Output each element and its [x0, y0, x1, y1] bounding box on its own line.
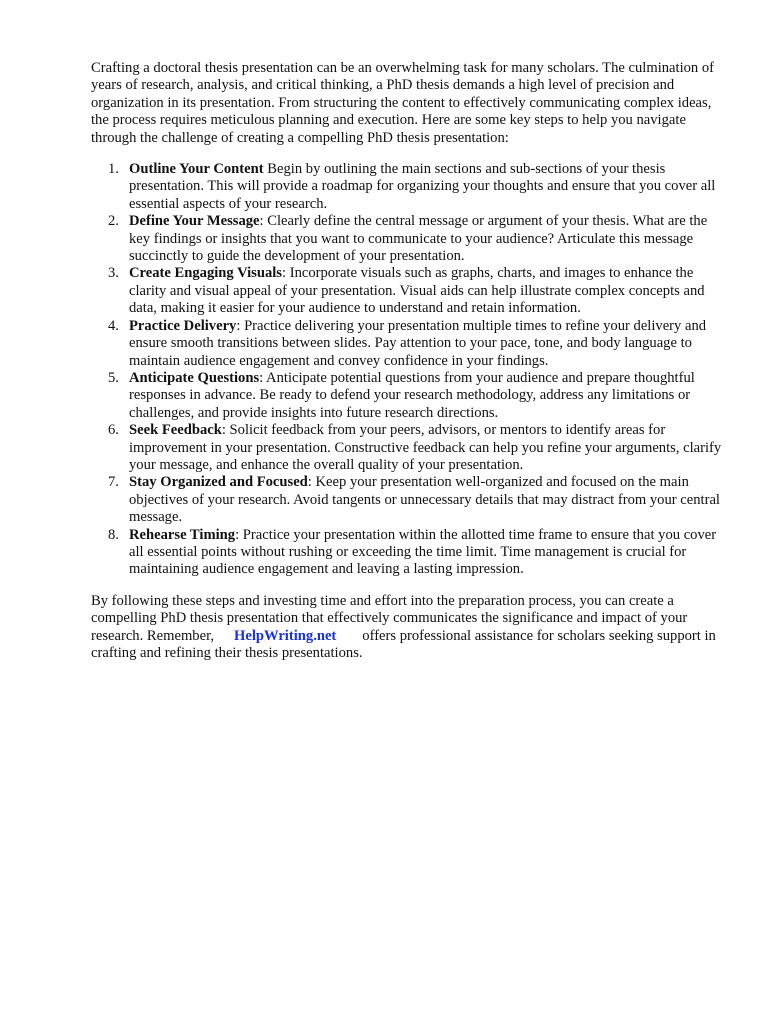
- closing-paragraph: [91, 593, 727, 663]
- step-title: Rehearse Timing: [129, 526, 236, 543]
- step-text: Clearly define the central message or argument of your thesis. What are the key findings or insights that you want to communicate to your audience? Articulate this message succinctly to guide the development of your presentation.: [129, 213, 708, 265]
- step-title: Practice Delivery: [129, 317, 237, 334]
- step-text: Keep your presentation well-organized and focused on the main objectives of your research. Avoid tangents or unnecessary details that may distract from your central message.: [129, 474, 720, 526]
- step-title: Define Your Message: [129, 213, 260, 230]
- step-number: 1.: [108, 161, 119, 178]
- step-text: Begin by outlining the main sections and sub-sections of your thesis presentation. This will provide a roadmap for organizing your thoughts and ensure that you cover all essential aspects of your research.: [129, 161, 716, 212]
- step-separator: :: [259, 213, 268, 230]
- step-separator: :: [236, 317, 245, 334]
- list-item: [91, 265, 727, 317]
- closing-text-after: offers professional assistance for scholars seeking support in crafting and refining their thesis presentations.: [91, 627, 716, 661]
- steps-list: [91, 161, 727, 579]
- step-separator: :: [259, 369, 267, 386]
- step-title: Outline Your Content: [129, 161, 264, 178]
- step-title: Create Engaging Visuals: [129, 265, 282, 282]
- step-separator: :: [282, 265, 290, 282]
- document-page: [91, 60, 727, 662]
- step-number: 7.: [108, 474, 119, 491]
- step-number: 5.: [108, 369, 119, 386]
- step-number: 6.: [108, 422, 119, 439]
- list-item: [91, 370, 727, 422]
- step-number: 8.: [108, 526, 119, 543]
- intro-paragraph: Crafting a doctoral thesis presentation can be an overwhelming task for many scholars. The culmination of years of research, analysis, and critical thinking, a PhD thesis demands a high level of precision and organization in its presentation. From structuring the content to effectively communicating complex ideas, the process requires meticulous planning and execution. Here are some key steps to help you navigate through the challenge of creating a compelling PhD thesis presentation:: [91, 60, 715, 146]
- list-item: [91, 527, 727, 579]
- step-title: Seek Feedback: [129, 422, 222, 439]
- list-item: [91, 318, 727, 370]
- step-text: Practice delivering your presentation multiple times to refine your delivery and ensure smooth transitions between slides. Pay attention to your pace, tone, and body language to maintain audience engagement and convey confidence in your findings.: [129, 317, 707, 369]
- step-title: Stay Organized and Focused: [129, 474, 308, 491]
- list-item: [91, 213, 727, 265]
- step-number: 2.: [108, 213, 119, 230]
- step-number: 4.: [108, 317, 119, 334]
- step-separator: :: [221, 422, 230, 439]
- step-title: Anticipate Questions: [129, 369, 260, 386]
- helpwriting-link[interactable]: HelpWriting.net: [234, 627, 337, 644]
- list-item: [91, 474, 727, 526]
- step-separator: :: [235, 526, 243, 543]
- step-text: Practice your presentation within the allotted time frame to ensure that you cover all essential points without rushing or exceeding the time limit. Time management is crucial for maintaining audience engagement and leaving a lasting impression.: [129, 526, 717, 578]
- step-text: Anticipate potential questions from your audience and prepare thoughtful responses in advance. Be ready to defend your research methodology, address any limitations or challenges, and provide insights into future research directions.: [129, 369, 695, 421]
- step-separator: :: [307, 474, 316, 491]
- closing-text-before: By following these steps and investing time and effort into the preparation process, you can create a compelling PhD thesis presentation that effectively communicates the significance and impact of your research. Remember,: [91, 592, 688, 644]
- step-text: Solicit feedback from your peers, advisors, or mentors to identify areas for improvement in your presentation. Constructive feedback can help you refine your arguments, clarify your message, and enhance the overall quality of your presentation.: [129, 422, 722, 473]
- list-item: [91, 161, 727, 213]
- list-item: [91, 422, 727, 474]
- step-number: 3.: [108, 265, 119, 282]
- step-text: Incorporate visuals such as graphs, charts, and images to enhance the clarity and visual appeal of your presentation. Visual aids can help illustrate complex concepts and data, making it easier for your audience to understand and retain information.: [129, 265, 705, 317]
